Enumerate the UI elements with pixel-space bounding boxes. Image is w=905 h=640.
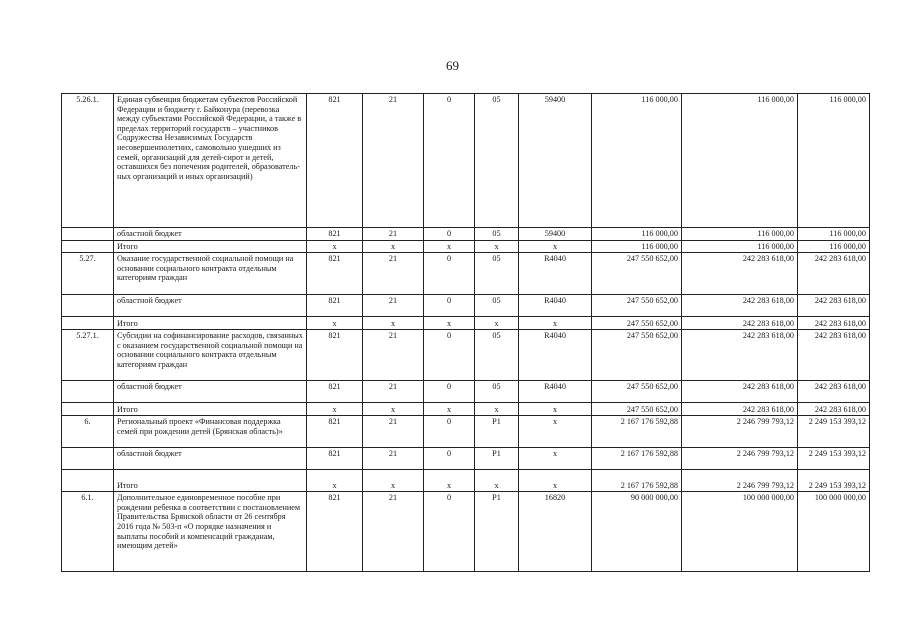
code-1-cell: 821 <box>307 448 363 470</box>
code-3-cell: 0 <box>424 253 475 295</box>
code-1-cell: 821 <box>307 295 363 317</box>
code-2-cell: 21 <box>363 492 424 572</box>
code-2-cell: 21 <box>363 381 424 403</box>
row-number-cell: 6. <box>62 416 114 448</box>
amount-3-cell: 242 283 618,00 <box>798 253 870 295</box>
amount-2-cell: 100 000 000,00 <box>682 492 798 572</box>
code-1-cell: 821 <box>307 330 363 381</box>
row-number-cell <box>62 403 114 416</box>
table-row <box>62 240 870 253</box>
row-number-cell: 6.1. <box>62 492 114 572</box>
amount-2-cell: 116 000,00 <box>682 240 798 253</box>
code-4-cell: х <box>475 240 519 253</box>
code-5-cell: R4040 <box>519 253 592 295</box>
code-5-cell: 59400 <box>519 94 592 228</box>
code-2-cell: х <box>363 470 424 492</box>
code-5-cell: R4040 <box>519 295 592 317</box>
amount-1-cell: 247 550 652,00 <box>592 317 682 330</box>
code-4-cell: 05 <box>475 381 519 403</box>
code-1-cell: 821 <box>307 228 363 241</box>
amount-2-cell: 242 283 618,00 <box>682 317 798 330</box>
amount-2-cell: 116 000,00 <box>682 94 798 228</box>
row-number-cell: 5.26.1. <box>62 94 114 228</box>
code-3-cell: х <box>424 317 475 330</box>
code-2-cell: 21 <box>363 330 424 381</box>
code-2-cell: 21 <box>363 448 424 470</box>
code-4-cell: х <box>475 317 519 330</box>
amount-1-cell: 247 550 652,00 <box>592 330 682 381</box>
row-number-cell: 5.27.1. <box>62 330 114 381</box>
amount-1-cell: 116 000,00 <box>592 94 682 228</box>
code-2-cell: х <box>363 317 424 330</box>
row-number-cell <box>62 448 114 470</box>
row-name-cell: Итого <box>114 470 307 492</box>
code-3-cell: 0 <box>424 381 475 403</box>
code-3-cell: 0 <box>424 295 475 317</box>
table-row <box>62 448 870 470</box>
code-1-cell: 821 <box>307 492 363 572</box>
row-name-cell: Дополнительное единовременное пособие при рождении ребенка в соответствии с постановлением Правительства Брянской области от 26 сентября 2016 года № 503-п «О порядке назначения и выплаты пособий и компенсаций гражданам, имеющим детей» <box>114 492 307 572</box>
code-2-cell: х <box>363 240 424 253</box>
row-name-cell: Оказание государственной социальной помощи на основании социального контракта отдельным категориям граждан <box>114 253 307 295</box>
code-3-cell: 0 <box>424 330 475 381</box>
row-number-cell <box>62 228 114 241</box>
row-name-cell: Единая субвенция бюджетам субъектов Российской Федерации и бюджету г. Байконура (перевозка между субъектами Российской Федерации, а также в пределах территорий государств – участников Содружества Независимых Государств несовершеннолетних, самовольно ушедших из семей, организаций для детей-сирот и детей, оставшихся без попечения родителей, образователь-ных организаций и иных организаций) <box>114 94 307 228</box>
table-row <box>62 94 870 228</box>
amount-1-cell: 247 550 652,00 <box>592 381 682 403</box>
row-name-cell: областной бюджет <box>114 295 307 317</box>
code-5-cell: х <box>519 403 592 416</box>
code-5-cell: х <box>519 448 592 470</box>
table-row <box>62 295 870 317</box>
code-1-cell: х <box>307 317 363 330</box>
code-4-cell: P1 <box>475 492 519 572</box>
row-name-cell: Итого <box>114 403 307 416</box>
code-3-cell: 0 <box>424 448 475 470</box>
table-row <box>62 403 870 416</box>
code-2-cell: 21 <box>363 295 424 317</box>
row-number-cell <box>62 317 114 330</box>
amount-2-cell: 242 283 618,00 <box>682 253 798 295</box>
amount-1-cell: 116 000,00 <box>592 228 682 241</box>
amount-3-cell: 100 000 000,00 <box>798 492 870 572</box>
amount-1-cell: 2 167 176 592,88 <box>592 448 682 470</box>
code-1-cell: 821 <box>307 253 363 295</box>
code-4-cell: 05 <box>475 295 519 317</box>
page-number: 69 <box>446 58 459 73</box>
code-2-cell: 21 <box>363 253 424 295</box>
code-1-cell: 821 <box>307 381 363 403</box>
table-row <box>62 470 870 492</box>
code-5-cell: х <box>519 240 592 253</box>
row-number-cell <box>62 295 114 317</box>
amount-1-cell: 2 167 176 592,88 <box>592 416 682 448</box>
code-5-cell: R4040 <box>519 381 592 403</box>
code-1-cell: х <box>307 403 363 416</box>
code-2-cell: х <box>363 403 424 416</box>
amount-2-cell: 242 283 618,00 <box>682 295 798 317</box>
amount-2-cell: 242 283 618,00 <box>682 381 798 403</box>
row-name-cell: областной бюджет <box>114 381 307 403</box>
amount-3-cell: 242 283 618,00 <box>798 317 870 330</box>
table-row <box>62 381 870 403</box>
row-name-cell: Итого <box>114 240 307 253</box>
code-3-cell: х <box>424 470 475 492</box>
amount-3-cell: 2 249 153 393,12 <box>798 470 870 492</box>
code-2-cell: 21 <box>363 94 424 228</box>
amount-2-cell: 242 283 618,00 <box>682 330 798 381</box>
code-5-cell: х <box>519 317 592 330</box>
code-3-cell: 0 <box>424 94 475 228</box>
row-number-cell <box>62 381 114 403</box>
code-4-cell: 05 <box>475 94 519 228</box>
amount-3-cell: 2 249 153 393,12 <box>798 416 870 448</box>
amount-2-cell: 2 246 799 793,12 <box>682 470 798 492</box>
budget-table <box>61 93 870 572</box>
code-4-cell: 05 <box>475 228 519 241</box>
code-1-cell: 821 <box>307 94 363 228</box>
row-number-cell: 5.27. <box>62 253 114 295</box>
code-5-cell: 59400 <box>519 228 592 241</box>
code-4-cell: P1 <box>475 448 519 470</box>
amount-1-cell: 247 550 652,00 <box>592 295 682 317</box>
amount-2-cell: 116 000,00 <box>682 228 798 241</box>
row-name-cell: областной бюджет <box>114 448 307 470</box>
amount-3-cell: 116 000,00 <box>798 240 870 253</box>
amount-3-cell: 116 000,00 <box>798 228 870 241</box>
amount-1-cell: 116 000,00 <box>592 240 682 253</box>
amount-1-cell: 247 550 652,00 <box>592 253 682 295</box>
code-1-cell: х <box>307 240 363 253</box>
amount-3-cell: 116 000,00 <box>798 94 870 228</box>
amount-3-cell: 2 249 153 393,12 <box>798 448 870 470</box>
amount-1-cell: 2 167 176 592,88 <box>592 470 682 492</box>
code-5-cell: 16820 <box>519 492 592 572</box>
code-4-cell: 05 <box>475 253 519 295</box>
code-1-cell: х <box>307 470 363 492</box>
row-name-cell: Субсидии на софинансирование расходов, связанных с оказанием государственной социальной помощи на основании социального контракта отдельным категориям граждан <box>114 330 307 381</box>
amount-3-cell: 242 283 618,00 <box>798 403 870 416</box>
table-row <box>62 416 870 448</box>
code-4-cell: P1 <box>475 416 519 448</box>
code-3-cell: 0 <box>424 416 475 448</box>
code-2-cell: 21 <box>363 416 424 448</box>
code-3-cell: 0 <box>424 492 475 572</box>
table-row <box>62 253 870 295</box>
code-2-cell: 21 <box>363 228 424 241</box>
table-row <box>62 492 870 572</box>
amount-3-cell: 242 283 618,00 <box>798 295 870 317</box>
row-number-cell <box>62 240 114 253</box>
code-4-cell: х <box>475 470 519 492</box>
table-row <box>62 330 870 381</box>
row-name-cell: областной бюджет <box>114 228 307 241</box>
table-row <box>62 228 870 241</box>
code-1-cell: 821 <box>307 416 363 448</box>
code-5-cell: R4040 <box>519 330 592 381</box>
amount-2-cell: 2 246 799 793,12 <box>682 416 798 448</box>
table-body <box>62 94 870 572</box>
amount-2-cell: 242 283 618,00 <box>682 403 798 416</box>
code-3-cell: х <box>424 240 475 253</box>
table-row <box>62 317 870 330</box>
code-3-cell: х <box>424 403 475 416</box>
code-5-cell: х <box>519 416 592 448</box>
code-3-cell: 0 <box>424 228 475 241</box>
amount-1-cell: 247 550 652,00 <box>592 403 682 416</box>
code-5-cell: х <box>519 470 592 492</box>
amount-2-cell: 2 246 799 793,12 <box>682 448 798 470</box>
row-name-cell: Региональный проект «Финансовая поддержка семей при рождении детей (Брянская область)» <box>114 416 307 448</box>
amount-3-cell: 242 283 618,00 <box>798 381 870 403</box>
amount-1-cell: 90 000 000,00 <box>592 492 682 572</box>
row-number-cell <box>62 470 114 492</box>
amount-3-cell: 242 283 618,00 <box>798 330 870 381</box>
code-4-cell: х <box>475 403 519 416</box>
code-4-cell: 05 <box>475 330 519 381</box>
row-name-cell: Итого <box>114 317 307 330</box>
